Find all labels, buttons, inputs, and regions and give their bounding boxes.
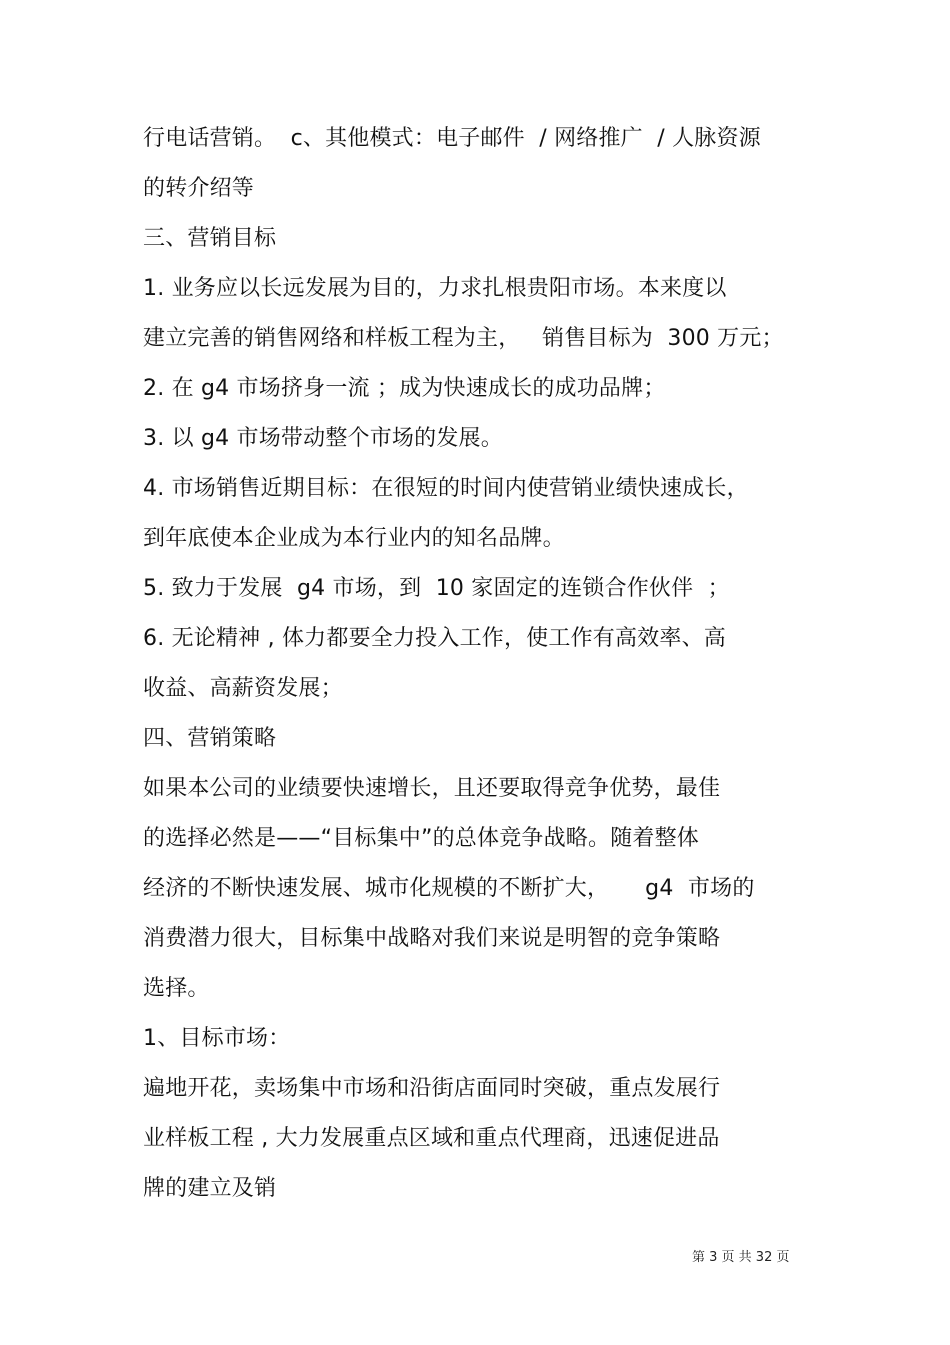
text-line-20: 遍地开花，卖场集中市场和沿街店面同时突破，重点发展行 bbox=[143, 1076, 721, 1101]
text-line-11: 6. 无论精神 , 体力都要全力投入工作，使工作有高效率、高 bbox=[143, 626, 726, 651]
text-line-2: 的转介绍等 bbox=[143, 176, 255, 201]
text-line-15: 的选择必然是——“目标集中”的总体竞争战略。随着整体 bbox=[143, 826, 699, 851]
text-line-6: 2. 在 g4 市场挤身一流 ；成为快速成长的成功品牌； bbox=[143, 376, 666, 401]
text-line-18: 选择。 bbox=[143, 976, 210, 1001]
text-line-9: 到年底使本企业成为本行业内的知名品牌。 bbox=[143, 526, 565, 551]
text-line-16: 经济的不断快速发展、城市化规模的不断扩大， g4 市场的 bbox=[143, 876, 755, 901]
text-line-1: 行电话营销。 c、其他模式：电子邮件 / 网络推广 / 人脉资源 bbox=[143, 126, 761, 151]
text-line-14: 如果本公司的业绩要快速增长，且还要取得竞争优势，最佳 bbox=[143, 776, 721, 801]
page-number-footer: 第 3 页 共 32 页 bbox=[692, 1250, 790, 1265]
text-line-4: 1. 业务应以长远发展为目的，力求扎根贵阳市场。本来度以 bbox=[143, 276, 727, 301]
text-line-17: 消费潜力很大，目标集中战略对我们来说是明智的竞争策略 bbox=[143, 926, 721, 951]
text-line-10: 5. 致力于发展 g4 市场，到 10 家固定的连锁合作伙伴 ； bbox=[143, 576, 730, 601]
text-line-22: 牌的建立及销 bbox=[143, 1176, 277, 1201]
text-line-5: 建立完善的销售网络和样板工程为主， 销售目标为 300 万元； bbox=[143, 326, 784, 351]
text-line-21: 业样板工程 , 大力发展重点区域和重点代理商，迅速促进品 bbox=[143, 1126, 720, 1151]
text-line-8: 4. 市场销售近期目标：在很短的时间内使营销业绩快速成长， bbox=[143, 476, 749, 501]
text-line-7: 3. 以 g4 市场带动整个市场的发展。 bbox=[143, 426, 503, 451]
section-heading-marketing-strategy: 四、营销策略 bbox=[143, 726, 277, 751]
text-line-12: 收益、高薪资发展； bbox=[143, 676, 343, 701]
section-heading-marketing-goals: 三、营销目标 bbox=[143, 226, 277, 251]
subheading-target-market: 1、目标市场： bbox=[143, 1026, 291, 1051]
